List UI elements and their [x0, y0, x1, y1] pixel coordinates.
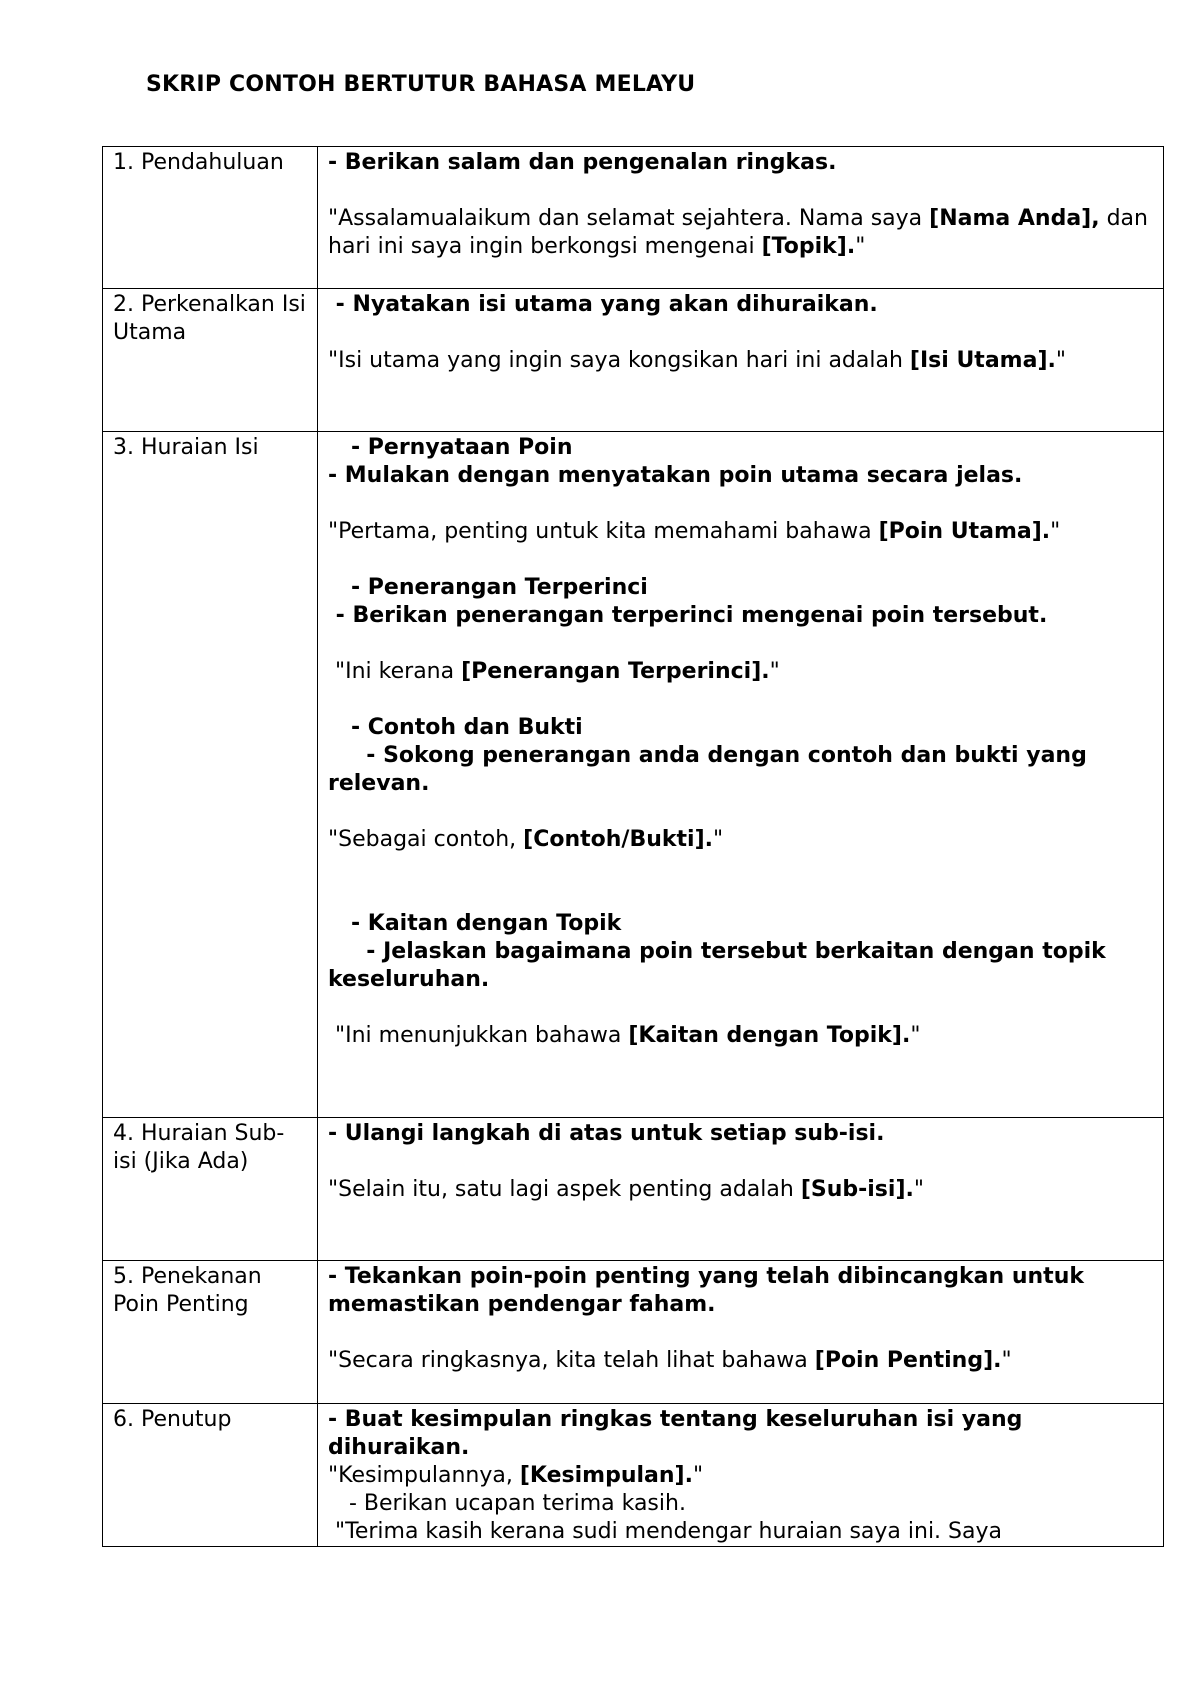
- instruction: - Berikan salam dan pengenalan ringkas.: [328, 150, 837, 175]
- script-table: [102, 146, 1164, 1547]
- thanks-instruction: - Berikan ucapan terima kasih.: [328, 1491, 686, 1516]
- instruction: - Mulakan dengan menyatakan poin utama secara jelas.: [328, 463, 1023, 488]
- table-row: [103, 147, 1164, 289]
- section-content: [318, 1404, 1164, 1547]
- document-title: SKRIP CONTOH BERTUTUR BAHASA MELAYU: [146, 72, 696, 97]
- section-label: 4. Huraian Sub-isi (Jika Ada): [103, 1118, 318, 1261]
- section-content: [318, 1261, 1164, 1404]
- instruction: - Berikan penerangan terperinci mengenai poin tersebut.: [328, 603, 1048, 628]
- subheading: - Contoh dan Bukti: [328, 715, 583, 740]
- subheading: - Pernyataan Poin: [328, 435, 573, 460]
- example-quote: "Ini menunjukkan bahawa [Kaitan dengan Topik].": [328, 1023, 921, 1048]
- table-row: [103, 1261, 1164, 1404]
- instruction: - Sokong penerangan anda dengan contoh dan bukti yang relevan.: [328, 743, 1095, 796]
- subheading: - Kaitan dengan Topik: [328, 911, 622, 936]
- section-label: 2. Perkenalkan Isi Utama: [103, 289, 318, 432]
- section-content: [318, 1118, 1164, 1261]
- table-row: [103, 289, 1164, 432]
- section-label: 5. Penekanan Poin Penting: [103, 1261, 318, 1404]
- instruction: - Tekankan poin-poin penting yang telah dibincangkan untuk memastikan pendengar faham.: [328, 1264, 1092, 1317]
- instruction: - Ulangi langkah di atas untuk setiap sub-isi.: [328, 1121, 885, 1146]
- example-quote: "Pertama, penting untuk kita memahami bahawa [Poin Utama].": [328, 519, 1061, 544]
- subheading: - Penerangan Terperinci: [328, 575, 648, 600]
- table-row: [103, 1118, 1164, 1261]
- example-quote: "Isi utama yang ingin saya kongsikan hari ini adalah [Isi Utama].": [328, 348, 1066, 373]
- section-label: 1. Pendahuluan: [103, 147, 318, 289]
- table-row: [103, 1404, 1164, 1547]
- example-quote: "Assalamualaikum dan selamat sejahtera. Nama saya [Nama Anda], dan hari ini saya ingin berkongsi mengenai [Topik].": [328, 206, 1155, 259]
- example-quote: "Sebagai contoh, [Contoh/Bukti].": [328, 827, 724, 852]
- example-quote: "Selain itu, satu lagi aspek penting adalah [Sub-isi].": [328, 1177, 924, 1202]
- section-label: 6. Penutup: [103, 1404, 318, 1547]
- instruction: - Buat kesimpulan ringkas tentang keseluruhan isi yang dihuraikan.: [328, 1407, 1031, 1460]
- section-content: [318, 289, 1164, 432]
- instruction: - Nyatakan isi utama yang akan dihuraikan.: [328, 292, 878, 317]
- table-row: [103, 432, 1164, 1118]
- example-quote: "Ini kerana [Penerangan Terperinci].": [328, 659, 780, 684]
- section-content: [318, 432, 1164, 1118]
- example-quote: "Kesimpulannya, [Kesimpulan].": [328, 1463, 704, 1488]
- section-label: 3. Huraian Isi: [103, 432, 318, 1118]
- example-quote: "Secara ringkasnya, kita telah lihat bahawa [Poin Penting].": [328, 1348, 1012, 1373]
- instruction: - Jelaskan bagaimana poin tersebut berkaitan dengan topik keseluruhan.: [328, 939, 1114, 992]
- section-content: [318, 147, 1164, 289]
- closing-quote: "Terima kasih kerana sudi mendengar huraian saya ini. Saya: [328, 1519, 1002, 1544]
